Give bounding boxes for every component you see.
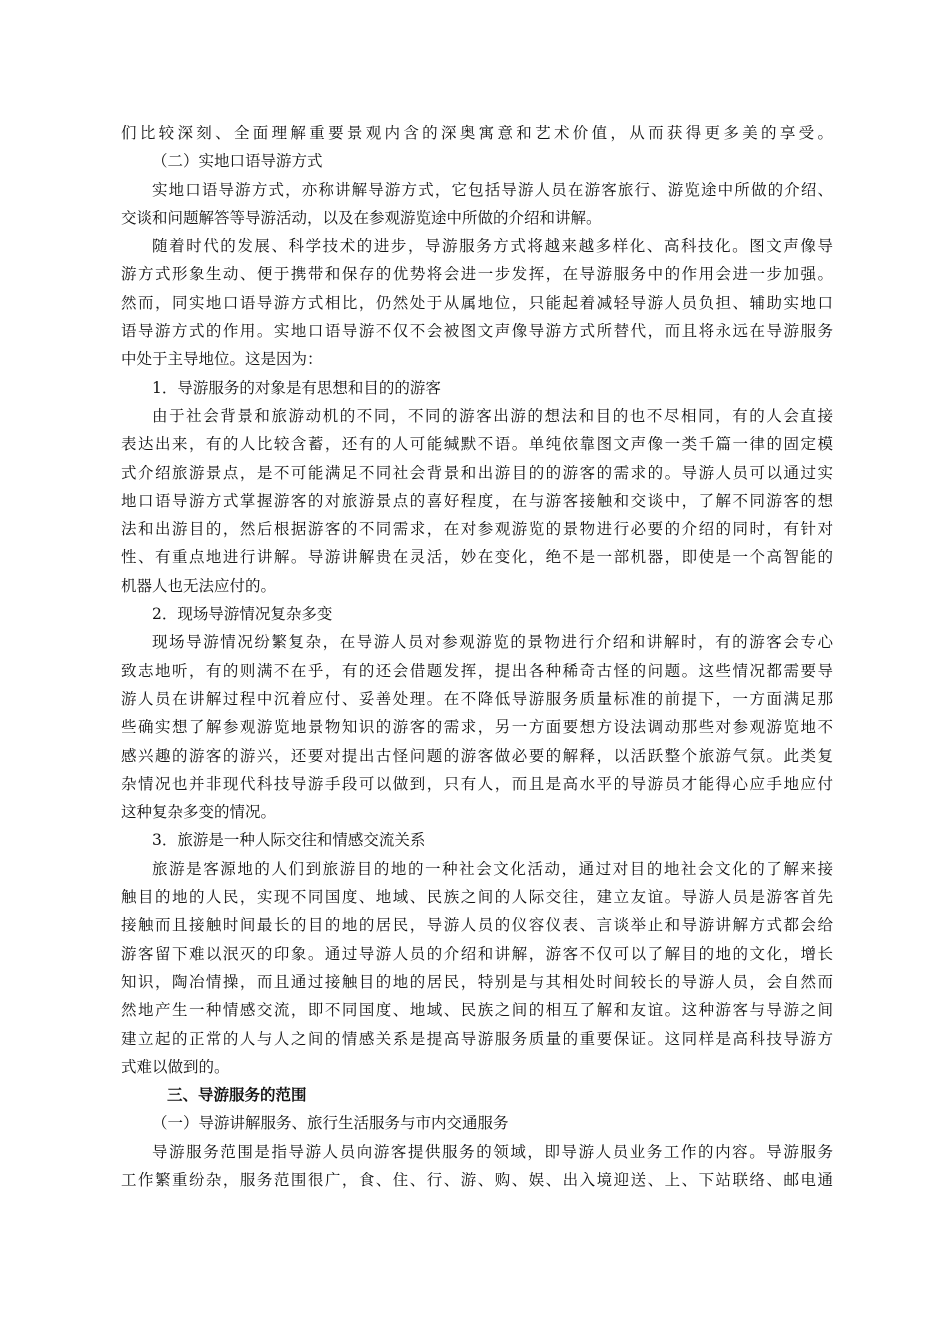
paragraph-line: 实地口语导游方式，亦称讲解导游方式，它包括导游人员在游客旅行、游览途中所做的介绍、	[152, 180, 833, 199]
paragraph-line: 中处于主导地位。这是因为：	[121, 350, 323, 369]
paragraph-line: 们比较深刻、全面理解重要景观内含的深奥寓意和艺术价值，从而获得更多美的享受。	[121, 124, 833, 142]
paragraph-line: 感兴趣的游客的游兴，还要对提出古怪问题的游客做必要的解释，以活跃整个旅游气氛。此类复	[121, 746, 833, 765]
document-body	[121, 119, 833, 1194]
numbered-heading: 1．导游服务的对象是有思想和目的的游客	[152, 378, 441, 397]
numbered-heading: 2．现场导游情况复杂多变	[152, 605, 333, 624]
paragraph-line: 表达出来，有的人比较含蓄，还有的人可能缄默不语。单纯依靠图文声像一类千篇一律的固定模	[121, 435, 833, 454]
paragraph-line: 随着时代的发展、科学技术的进步，导游服务方式将越来越多样化、高科技化。图文声像导	[152, 237, 833, 256]
paragraph-line: 游客留下难以泯灭的印象。通过导游人员的介绍和讲解，游客不仅可以了解目的地的文化，增长	[121, 944, 833, 963]
section-heading: 三、导游服务的范围	[167, 1085, 307, 1105]
paragraph-line: 导游服务范围是指导游人员向游客提供服务的领域，即导游人员业务工作的内容。导游服务	[152, 1142, 833, 1161]
paragraph-line: 式介绍旅游景点，是不可能满足不同社会背景和出游目的的游客的需求的。导游人员可以通过实	[121, 463, 833, 482]
paragraph-line: 法和出游目的，然后根据游客的不同需求，在对参观游览的景物进行必要的介绍的同时，有针对	[121, 520, 833, 539]
subsection-heading: （一）导游讲解服务、旅行生活服务与市内交通服务	[152, 1114, 509, 1133]
paragraph-line: 由于社会背景和旅游动机的不同，不同的游客出游的想法和目的也不尽相同，有的人会直接	[152, 406, 833, 425]
paragraph-line: 旅游是客源地的人们到旅游目的地的一种社会文化活动，通过对目的地社会文化的了解来接	[152, 859, 833, 878]
paragraph-line: 地口语导游方式掌握游客的对旅游景点的喜好程度，在与游客接触和交谈中，了解不同游客的想	[121, 491, 833, 510]
paragraph-line: 语导游方式的作用。实地口语导游不仅不会被图文声像导游方式所替代，而且将永远在导游服务	[121, 322, 833, 341]
paragraph-line: 性、有重点地进行讲解。导游讲解贵在灵活，妙在变化，绝不是一部机器，即使是一个高智能的	[121, 548, 833, 567]
paragraph-line: 致志地听，有的则满不在乎，有的还会借题发挥，提出各种稀奇古怪的问题。这些情况都需要导	[121, 661, 833, 680]
paragraph-line: 这种复杂多变的情况。	[121, 803, 277, 822]
paragraph-line: 杂情况也并非现代科技导游手段可以做到，只有人，而且是高水平的导游员才能得心应手地应付	[121, 774, 833, 793]
paragraph-line: 建立起的正常的人与人之间的情感关系是提高导游服务质量的重要保证。这同样是高科技导游方	[121, 1029, 833, 1048]
paragraph-line: 触目的地的人民，实现不同国度、地域、民族之间的人际交往，建立友谊。导游人员是游客首先	[121, 888, 833, 907]
paragraph-line: 交谈和问题解答等导游活动，以及在参观游览途中所做的介绍和讲解。	[121, 208, 602, 227]
paragraph-line: 工作繁重纷杂，服务范围很广，食、住、行、游、购、娱、出入境迎送、上、下站联络、邮电通	[121, 1170, 833, 1189]
paragraph-line: 式难以做到的。	[121, 1057, 230, 1076]
paragraph-line: 然地产生一种情感交流，即不同国度、地域、民族之间的相互了解和友谊。这种游客与导游之间	[121, 1001, 833, 1020]
paragraph-line: 接触而且接触时间最长的目的地的居民，导游人员的仪容仪表、言谈举止和导游讲解方式都会给	[121, 916, 833, 935]
paragraph-line: 知识，陶冶情操，而且通过接触目的地的居民，特别是与其相处时间较长的导游人员，会自然而	[121, 972, 833, 991]
paragraph-line: 些确实想了解参观游览地景物知识的游客的需求，另一方面要想方设法调动那些对参观游览地不	[121, 718, 833, 737]
subsection-heading: （二）实地口语导游方式	[152, 152, 323, 171]
paragraph-line: 然而，同实地口语导游方式相比，仍然处于从属地位，只能起着减轻导游人员负担、辅助实地口	[121, 293, 833, 312]
paragraph-line: 游方式形象生动、便于携带和保存的优势将会进一步发挥，在导游服务中的作用会进一步加强。	[121, 265, 833, 284]
paragraph-line: 机器人也无法应付的。	[121, 576, 277, 595]
paragraph-line: 游人员在讲解过程中沉着应付、妥善处理。在不降低导游服务质量标准的前提下，一方面满足那	[121, 689, 833, 708]
numbered-heading: 3．旅游是一种人际交往和情感交流关系	[152, 831, 426, 850]
paragraph-line: 现场导游情况纷繁复杂，在导游人员对参观游览的景物进行介绍和讲解时，有的游客会专心	[152, 633, 833, 652]
